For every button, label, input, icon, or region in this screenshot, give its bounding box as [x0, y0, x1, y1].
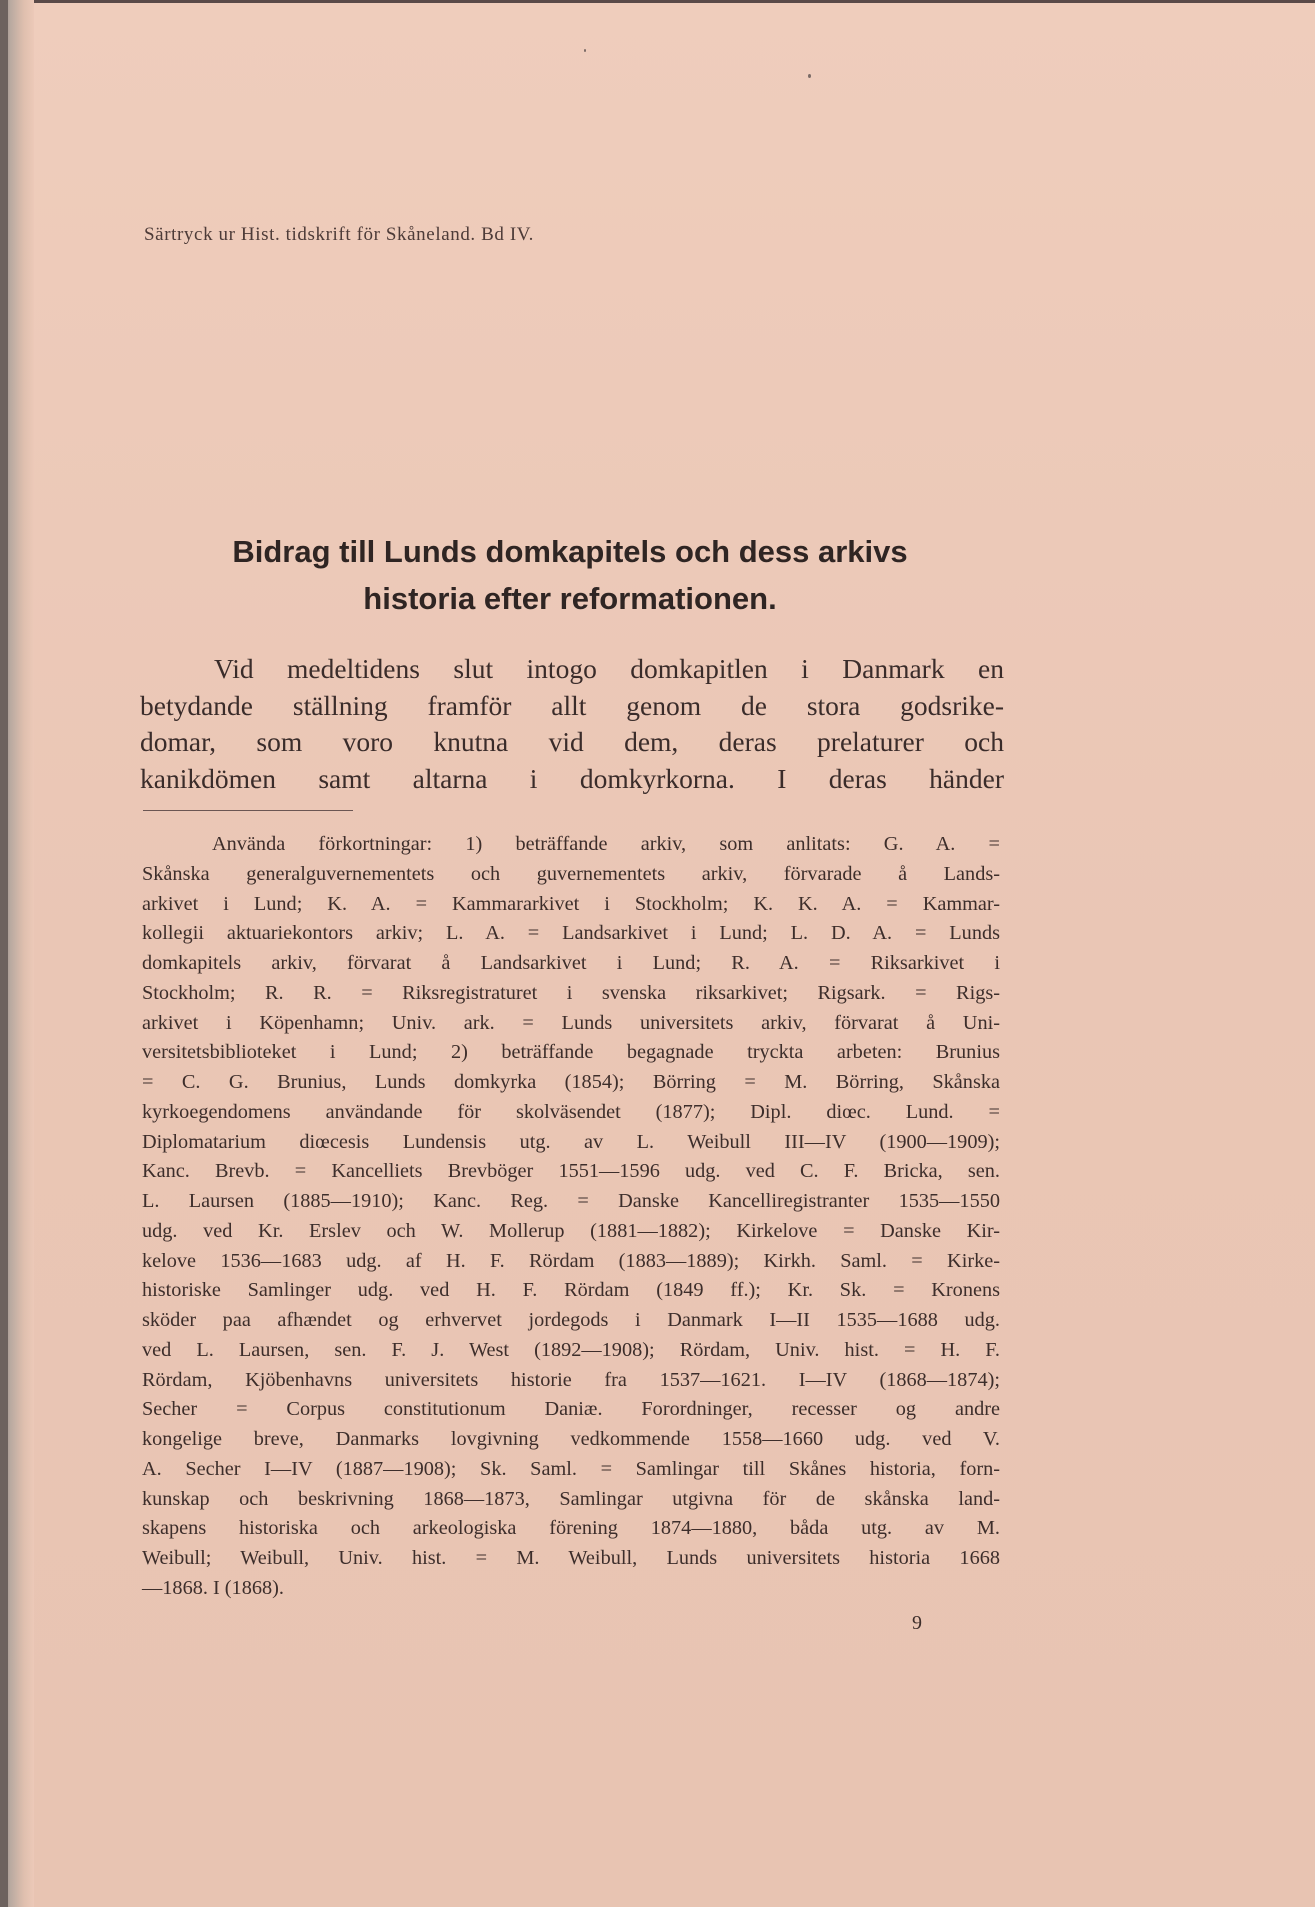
paper-speck — [584, 49, 586, 52]
footnote-line: kelove 1536—1683 udg. af H. F. Rördam (1883—1889); Kirkh. Saml. = Kirke- — [142, 1249, 1000, 1272]
footnote-line: arkivet i Köpenhamn; Univ. ark. = Lunds universitets arkiv, förvarat å Uni- — [142, 1011, 1000, 1034]
footnote-line: udg. ved Kr. Erslev och W. Mollerup (1881—1882); Kirkelove = Danske Kir- — [142, 1219, 1000, 1242]
footnote-line: arkivet i Lund; K. A. = Kammararkivet i Stockholm; K. K. A. = Kammar- — [142, 892, 1000, 915]
paper-speck — [808, 74, 811, 78]
footnote-line: domkapitels arkiv, förvarat å Landsarkivet i Lund; R. A. = Riksarkivet i — [142, 952, 1000, 974]
footnote-line: Weibull; Weibull, Univ. hist. = M. Weibull, Lunds universitets historia 1668 — [142, 1547, 1000, 1569]
footnote-line: Kanc. Brevb. = Kancelliets Brevböger 1551—1596 udg. ved C. F. Bricka, sen. — [142, 1160, 1000, 1183]
footnote-line: Secher = Corpus constitutionum Daniæ. Forordninger, recesser og andre — [142, 1398, 1000, 1421]
footnote-line: kongelige breve, Danmarks lovgivning vedkommende 1558—1660 udg. ved V. — [142, 1428, 1000, 1450]
footnote-line: ved L. Laursen, sen. F. J. West (1892—1908); Rördam, Univ. hist. = H. F. — [142, 1338, 1000, 1361]
footnote-line: A. Secher I—IV (1887—1908); Sk. Saml. = Samlingar till Skånes historia, forn- — [142, 1457, 1000, 1480]
article-title-line-1: Bidrag till Lunds domkapitels och dess arkivs — [232, 534, 908, 569]
body-line: domar, som voro knutna vid dem, deras prelaturer och — [140, 726, 1004, 757]
footnote-line: historiske Samlinger udg. ved H. F. Rördam (1849 ff.); Kr. Sk. = Kronens — [142, 1279, 1000, 1302]
footnote-line: L. Laursen (1885—1910); Kanc. Reg. = Danske Kancelliregistranter 1535—1550 — [142, 1190, 1000, 1212]
footnote-line: Rördam, Kjöbenhavns universitets historie fra 1537—1621. I—IV (1868—1874); — [142, 1368, 1000, 1391]
footnote-block — [142, 830, 1000, 1604]
body-line: Vid medeltidens slut intogo domkapitlen i Danmark en — [214, 653, 1004, 684]
footnote-line: skapens historiska och arkeologiska förening 1874—1880, båda utg. av M. — [142, 1517, 1000, 1540]
footnote-line: Diplomatarium diœcesis Lundensis utg. av L. Weibull III—IV (1900—1909); — [142, 1130, 1000, 1153]
body-paragraph — [140, 651, 1004, 797]
footnote-line: —1868. I (1868). — [142, 1576, 284, 1599]
footnote-line: kunskap och beskrivning 1868—1873, Samlingar utgivna för de skånska land- — [142, 1487, 1000, 1510]
footnote-line: kollegii aktuariekontors arkiv; L. A. = Landsarkivet i Lund; L. D. A. = Lunds — [142, 922, 1000, 945]
offprint-header: Särtryck ur Hist. tidskrift för Skåneland. Bd IV. — [144, 224, 535, 245]
footnote-line: Använda förkortningar: 1) beträffande arkiv, som anlitats: G. A. = — [212, 833, 1000, 855]
footnote-line: versitetsbiblioteket i Lund; 2) beträffande begagnade tryckta arbeten: Brunius — [142, 1041, 1000, 1064]
article-title-line-2: historia efter reformationen. — [363, 581, 777, 616]
footnote-line: kyrkoegendomens användande för skolväsendet (1877); Dipl. diœc. Lund. = — [142, 1100, 1000, 1123]
footnote-line: = C. G. Brunius, Lunds domkyrka (1854); Börring = M. Börring, Skånska — [142, 1071, 1000, 1093]
page-top-edge — [0, 0, 1315, 3]
footnote-line: Stockholm; R. R. = Riksregistraturet i svenska riksarkivet; Rigsark. = Rigs- — [142, 981, 1000, 1004]
footnote-separator — [143, 810, 353, 811]
body-line: betydande ställning framför allt genom de stora godsrike- — [140, 689, 1004, 721]
footnote-line: sköder paa afhændet og erhvervet jordegods i Danmark I—II 1535—1688 udg. — [142, 1309, 1000, 1331]
body-line: kanikdömen samt altarna i domkyrkorna. I deras händer — [140, 762, 1004, 794]
binding-edge-shadow — [0, 0, 8, 1907]
footnote-line: Skånska generalguvernementets och guvernementets arkiv, förvarade å Lands- — [142, 862, 1000, 885]
page-number: 9 — [912, 1612, 922, 1634]
